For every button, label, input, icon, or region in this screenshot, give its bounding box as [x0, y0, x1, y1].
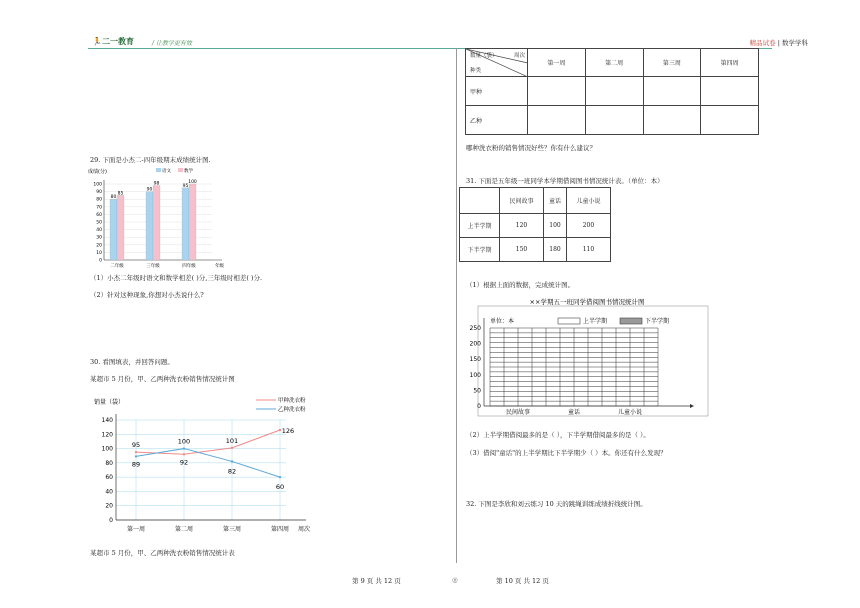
- q31-cell: 150: [500, 238, 544, 262]
- x-tick-label: 民间故事: [505, 409, 531, 416]
- q30-table: [465, 48, 759, 135]
- data-point: [231, 460, 233, 462]
- footer-ring-icon: ◎: [452, 576, 458, 584]
- y-tick-label: 40: [96, 228, 102, 234]
- q31-question-3: （3）借阅"童话"的上半学期比下半学期少（ ）本。你还有什么发现？: [466, 449, 667, 457]
- q30-cell[interactable]: [701, 77, 759, 106]
- data-label: 95: [182, 183, 189, 189]
- y-axis-label: 成绩(分): [88, 169, 107, 175]
- y-tick-label: 100: [469, 371, 481, 379]
- header-logo: 🏃二一教育: [92, 37, 134, 46]
- q31-col: 民间故事: [500, 188, 544, 214]
- y-tick-label: 60: [105, 474, 113, 482]
- legend-label: 乙种洗衣粉: [278, 407, 306, 413]
- legend-swatch: [178, 168, 183, 172]
- q30-col-4: 第四周: [701, 49, 759, 77]
- y-tick-label: 0: [477, 403, 481, 410]
- bar: [182, 188, 189, 260]
- bar: [110, 199, 117, 260]
- y-tick-label: 0: [99, 258, 102, 264]
- x-tick-label: 童话: [567, 409, 581, 416]
- data-label: 82: [227, 467, 237, 476]
- legend-label: 语文: [162, 169, 171, 174]
- q30-table-diagonal-header: 数量（袋） 周次 种类: [466, 49, 528, 77]
- y-tick-label: 30: [96, 235, 102, 241]
- y-tick-label: 70: [96, 205, 102, 211]
- y-tick-label: 150: [469, 356, 481, 364]
- data-point: [183, 453, 185, 455]
- data-point: [135, 455, 137, 457]
- legend-label: 数学: [184, 169, 193, 174]
- q30-cell[interactable]: [643, 106, 701, 135]
- x-axis-label: 周次: [297, 526, 310, 533]
- y-tick-label: 140: [101, 417, 113, 424]
- x-tick-label: 第三周: [222, 526, 242, 533]
- y-tick-label: 20: [96, 243, 102, 249]
- series-line: [136, 430, 280, 454]
- q29-question-2: （2）针对这种现象,你想对小杰说什么?: [90, 291, 204, 299]
- bar: [153, 186, 160, 260]
- q30-row-2: 乙种: [466, 106, 528, 135]
- q31-table: [459, 187, 611, 262]
- y-tick-label: 0: [109, 517, 113, 524]
- q32-title: 32. 下图是李欣和刘云练习 10 天的跳绳训练成绩折线统计图。: [466, 500, 647, 508]
- x-tick-label: 儿童小说: [617, 409, 643, 416]
- data-point: [183, 447, 185, 449]
- data-point: [231, 447, 233, 449]
- y-tick-label: 100: [93, 182, 102, 188]
- q31-col: 童话: [544, 188, 567, 214]
- q29-bar-chart: [86, 164, 236, 268]
- y-tick-label: 200: [469, 340, 481, 348]
- y-axis-label: 销量（袋）: [94, 399, 125, 406]
- data-label: 90: [146, 187, 153, 193]
- q30-row-1: 甲种: [466, 77, 528, 106]
- x-tick-label: 四年级: [182, 264, 196, 268]
- data-label: 80: [110, 195, 117, 201]
- q30-cell[interactable]: [528, 77, 586, 106]
- page-divider: [456, 48, 457, 563]
- q30-col-2: 第二周: [585, 49, 643, 77]
- q30-cell[interactable]: [585, 77, 643, 106]
- legend-swatch: [156, 168, 161, 172]
- y-tick-label: 50: [473, 387, 481, 395]
- q31-empty-chart: [462, 296, 712, 418]
- x-tick-label: 第一周: [126, 526, 146, 533]
- data-label: 100: [177, 437, 191, 446]
- q30-col-1: 第一周: [528, 49, 586, 77]
- x-tick-label: 第四周: [270, 526, 290, 533]
- x-axis-arrow: [690, 404, 694, 408]
- data-label: 85: [117, 191, 124, 197]
- y-tick-label: 50: [96, 220, 102, 226]
- q31-question-2: （2）上半学期借阅最多的是（ ），下半学期借阅最多的是（ ）。: [466, 431, 650, 439]
- header-subject: 数学学科: [782, 39, 808, 47]
- q31-cell: 120: [500, 214, 544, 238]
- q31-cell: 180: [544, 238, 567, 262]
- q31-row-label: 上半学期: [460, 214, 500, 238]
- y-tick-label: 80: [96, 197, 102, 203]
- q31-title: 31. 下面是五年级一班同学本学期借阅图书情况统计表。（单位：本）: [466, 177, 664, 185]
- q30-col-3: 第三周: [643, 49, 701, 77]
- q31-cell: 200: [566, 214, 610, 238]
- legend-label: 上半学期: [583, 318, 608, 325]
- runner-icon: 🏃: [92, 37, 102, 46]
- x-tick-label: 第二周: [174, 526, 194, 533]
- footer-right: 第 10 页 共 12 页: [496, 577, 549, 585]
- q30-cell[interactable]: [643, 77, 701, 106]
- bar: [146, 192, 153, 260]
- q30-question: 哪种洗衣粉的销售情况好些？你有什么建议？: [466, 144, 596, 152]
- y-tick-label: 100: [101, 445, 113, 453]
- data-label: 95: [131, 441, 141, 450]
- data-label: 89: [131, 460, 141, 469]
- y-tick-label: 90: [96, 190, 102, 196]
- data-label: 126: [281, 427, 295, 435]
- legend-swatch: [558, 318, 580, 324]
- data-label: 92: [179, 458, 189, 467]
- y-tick-label: 40: [105, 488, 113, 496]
- q31-cell: 110: [566, 238, 610, 262]
- q30-title: 30. 看图填表，并回答问题。: [90, 358, 174, 366]
- footer-left: 第 9 页 共 12 页: [352, 577, 401, 585]
- legend-swatch: [620, 318, 642, 324]
- data-label: 60: [275, 483, 285, 492]
- data-point: [279, 476, 281, 478]
- bar: [117, 195, 124, 260]
- q30-table-caption: 某超市 5 月份，甲、乙两种洗衣粉销售情况统计表: [90, 549, 235, 557]
- chart-title: ××学期五一班同学借阅图书情况统计图: [529, 298, 645, 306]
- q31-col: 儿童小说: [566, 188, 610, 214]
- q30-cell[interactable]: [528, 106, 586, 135]
- q31-question-1: （1）根据上面的数据，完成统计图。: [466, 281, 575, 289]
- q30-line-chart: [86, 392, 326, 542]
- q30-cell[interactable]: [701, 106, 759, 135]
- data-label: 100: [188, 180, 197, 185]
- x-axis-label: 年级: [215, 264, 224, 268]
- header-slogan: / 让教学更有效: [152, 40, 192, 47]
- unit-label: 单位：本: [490, 318, 515, 325]
- data-label: 101: [225, 436, 239, 445]
- y-tick-label: 250: [469, 325, 481, 332]
- x-tick-label: 三年级: [146, 264, 160, 268]
- q29-title: 29. 下面是小杰二-四年级期末成绩统计图.: [90, 156, 211, 164]
- header-right: 精品试卷 | 数学学科: [749, 39, 808, 47]
- y-tick-label: 80: [105, 459, 113, 467]
- x-tick-label: 二年级: [110, 264, 124, 268]
- q30-subtitle: 某超市 5 月份，甲、乙两种洗衣粉销售情况统计图: [90, 375, 235, 383]
- q30-cell[interactable]: [585, 106, 643, 135]
- q31-row-label: 下半学期: [460, 238, 500, 262]
- q31-cell: 100: [544, 214, 567, 238]
- data-label: 98: [153, 181, 160, 187]
- data-point: [135, 451, 137, 453]
- y-tick-label: 60: [96, 212, 102, 218]
- header-tag: 精品试卷: [749, 39, 776, 47]
- bar: [189, 184, 196, 260]
- legend-label: 下半学期: [645, 318, 670, 325]
- y-tick-label: 120: [101, 431, 113, 439]
- q29-question-1: （1）小杰二年级时语文和数学相差( )分,三年级时相差( )分.: [90, 274, 263, 282]
- y-tick-label: 10: [96, 250, 102, 256]
- y-tick-label: 20: [105, 502, 113, 510]
- legend-label: 甲种洗衣粉: [278, 398, 306, 404]
